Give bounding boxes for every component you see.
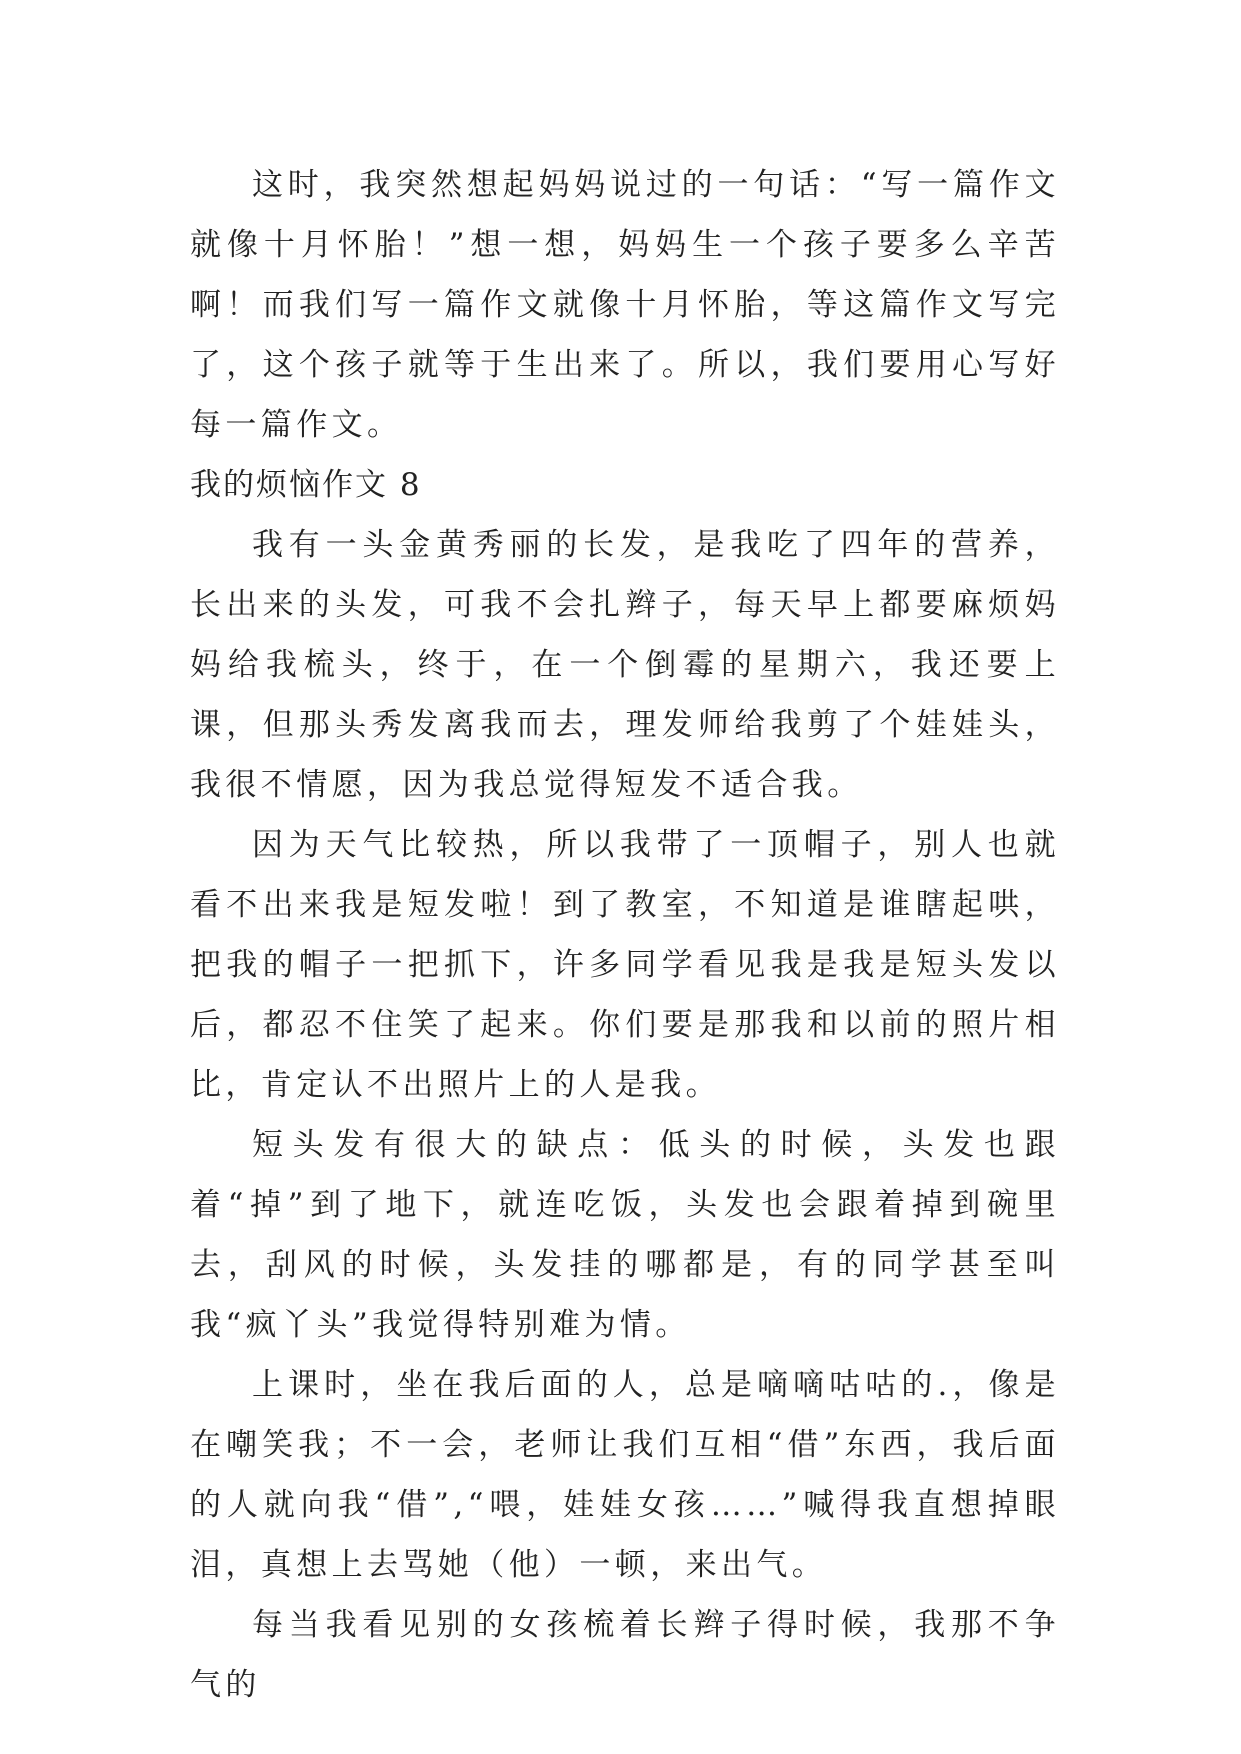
document-body <box>190 155 1060 1715</box>
paragraph-4: 短头发有很大的缺点：低头的时候，头发也跟着“掉”到了地下，就连吃饭，头发也会跟着掉到碗里去，刮风的时候，头发挂的哪都是，有的同学甚至叫我“疯丫头”我觉得特别难为情。 <box>190 1127 1060 1343</box>
paragraph-5: 上课时，坐在我后面的人，总是嘀嘀咕咕的.，像是在嘲笑我；不一会，老师让我们互相“借”东西，我后面的人就向我“借”,“喂，娃娃女孩……”喊得我直想掉眼泪，真想上去骂她（他）一顿，来出气。 <box>190 1367 1060 1583</box>
paragraph-2: 我有一头金黄秀丽的长发，是我吃了四年的营养，长出来的头发，可我不会扎辫子，每天早上都要麻烦妈妈给我梳头，终于，在一个倒霉的星期六，我还要上课，但那头秀发离我而去，理发师给我剪了个娃娃头，我很不情愿，因为我总觉得短发不适合我。 <box>190 527 1060 803</box>
paragraph-1: 这时，我突然想起妈妈说过的一句话：“写一篇作文就像十月怀胎！”想一想，妈妈生一个孩子要多么辛苦啊！而我们写一篇作文就像十月怀胎，等这篇作文写完了，这个孩子就等于生出来了。所以，我们要用心写好每一篇作文。 <box>190 167 1060 443</box>
paragraph-6: 每当我看见别的女孩梳着长辫子得时候，我那不争气的 <box>190 1607 1060 1703</box>
essay-heading: 我的烦恼作文 8 <box>190 467 422 503</box>
paragraph-3: 因为天气比较热，所以我带了一顶帽子，别人也就看不出来我是短发啦！到了教室，不知道是谁瞎起哄，把我的帽子一把抓下，许多同学看见我是我是短头发以后，都忍不住笑了起来。你们要是那我和以前的照片相比，肯定认不出照片上的人是我。 <box>190 827 1060 1103</box>
